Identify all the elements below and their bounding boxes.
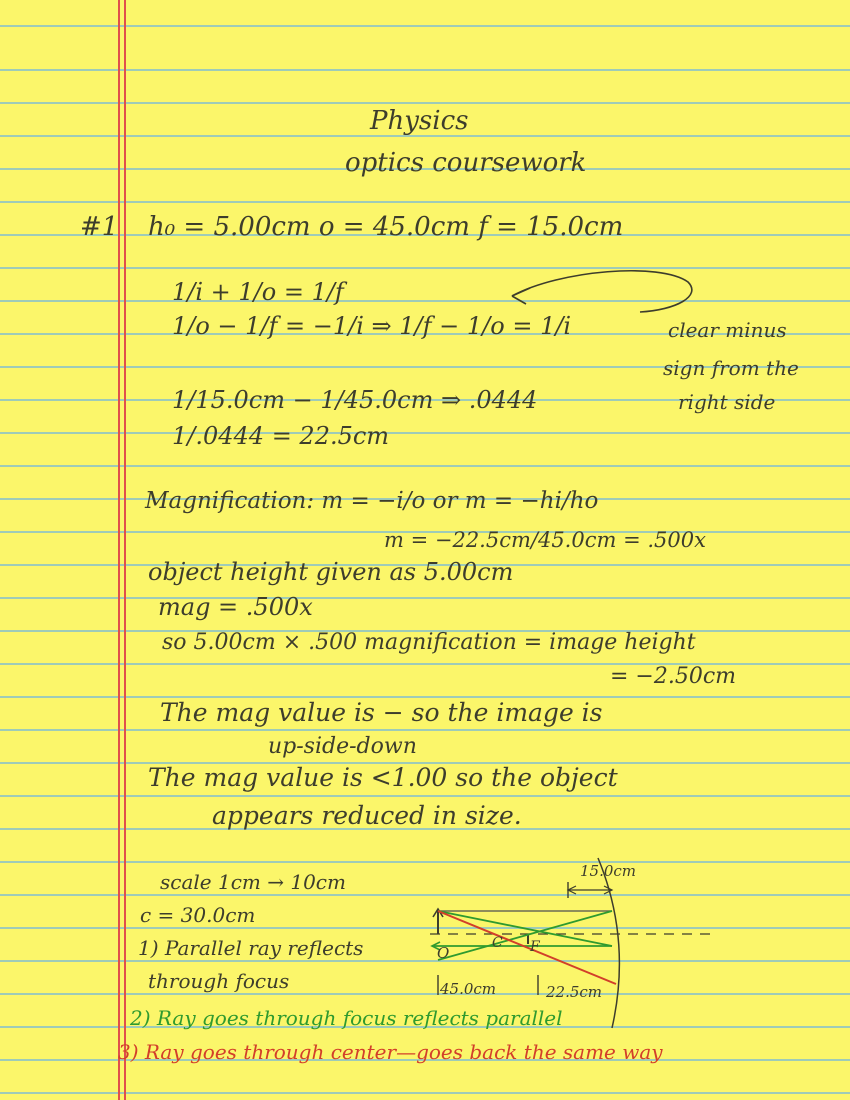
size-conclusion: The mag value is <1.00 so the object: [148, 763, 618, 792]
page-subtitle: optics coursework: [345, 148, 587, 178]
object-label: O: [437, 944, 450, 962]
object-distance-label: 45.0cm: [440, 980, 497, 998]
image-distance-result: 1/.0444 = 22.5cm: [172, 422, 390, 450]
side-note-line-2: sign from the: [663, 356, 799, 380]
magnification-formula: Magnification: m = −i/o or m = −hi/ho: [145, 488, 599, 514]
rearranged-equation: 1/o − 1/f = −1/i ⇒ 1/f − 1/o = 1/i: [172, 312, 572, 340]
focus-label: F: [530, 939, 540, 955]
size-conclusion-cont: appears reduced in size.: [212, 801, 522, 830]
mag-line: mag = .500x: [158, 593, 313, 621]
image-height-result: = −2.50cm: [610, 664, 737, 689]
margin-line: [118, 0, 126, 1100]
page-title: Physics: [370, 106, 469, 136]
center-label: C: [492, 935, 503, 951]
given-values: h₀ = 5.00cm o = 45.0cm f = 15.0cm: [148, 212, 624, 242]
image-height-line: so 5.00cm × .500 magnification = image height: [162, 630, 696, 655]
problem-number: #1: [80, 212, 119, 242]
step-1-line-1: 1) Parallel ray reflects: [138, 936, 364, 960]
scale-note: scale 1cm → 10cm: [160, 870, 346, 894]
sign-conclusion-cont: up-side-down: [268, 734, 417, 759]
side-note-line-3: right side: [678, 390, 776, 414]
reflected-ray-1: [438, 911, 612, 960]
mirror-curve: [598, 858, 619, 1028]
center-ray: [438, 911, 616, 984]
focal-length-label: 15.0cm: [580, 862, 637, 880]
step-2: 2) Ray goes through focus reflects parallel: [130, 1006, 563, 1030]
side-note-line-1: clear minus: [668, 318, 787, 342]
incident-ray-2: [438, 911, 612, 946]
c-value: c = 30.0cm: [140, 903, 256, 927]
magnification-value: m = −22.5cm/45.0cm = .500x: [384, 528, 706, 552]
mirror-equation: 1/i + 1/o = 1/f: [172, 278, 344, 306]
step-1-line-2: through focus: [148, 969, 290, 993]
reciprocal-calculation: 1/15.0cm − 1/45.0cm ⇒ .0444: [172, 386, 538, 414]
sign-conclusion: The mag value is − so the image is: [160, 698, 603, 727]
object-height-line: object height given as 5.00cm: [148, 558, 514, 586]
step-3: 3) Ray goes through center—goes back the same way: [118, 1040, 663, 1064]
image-distance-label: 22.5cm: [546, 983, 603, 1001]
